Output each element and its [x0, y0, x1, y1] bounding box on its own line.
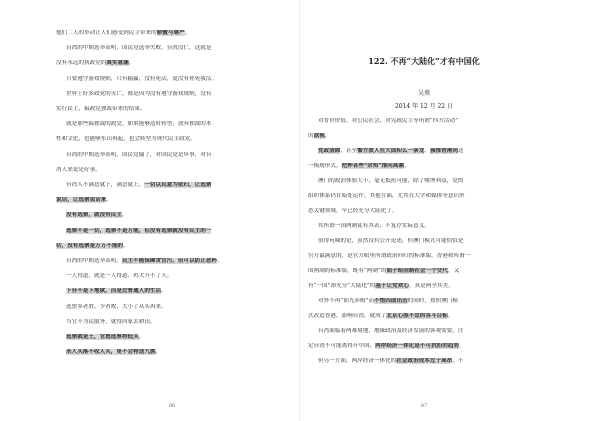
highlighted-text: 切，没有选票是万万不能的 — [56, 242, 124, 249]
line-text: 但另一方面，两岸经济一体化的 — [318, 358, 397, 364]
text-line — [308, 343, 540, 350]
line-text: 。 — [324, 133, 331, 139]
text-line — [56, 45, 288, 52]
text-line — [56, 288, 288, 295]
text-line — [308, 298, 540, 305]
line-text: 他们二人的举动让人们感受到民主带来的 — [56, 30, 157, 36]
line-text: ，甚至 — [340, 148, 358, 154]
line-text: 一模规形式， — [308, 163, 342, 169]
text-line — [56, 258, 288, 265]
text-line — [308, 238, 540, 245]
line-text: 组织体系仍在暗处运作，其他方面，尤其在大学和媒体等意识形 — [308, 193, 465, 199]
line-text: 对外不再“韬光养晦”而 — [318, 298, 375, 304]
highlighted-text: 警方派人在大面积么一条龙 — [357, 148, 425, 154]
highlighted-text: 下台不是下地狱，而是过普通人的生活 — [66, 288, 162, 295]
line-text: 台湾的中期选举表明，国民党选举失败，台湾没仁，这就是 — [66, 45, 212, 52]
text-line — [56, 106, 288, 113]
left-page — [56, 18, 288, 409]
highlighted-text: 骄傲与尊严 — [156, 30, 185, 36]
text-line — [56, 197, 288, 204]
article-title: 122. 不再“大陆化”才有中国化 — [368, 56, 480, 66]
line-text: 没有永远的执政党的 — [56, 60, 107, 67]
page-gutter — [299, 0, 300, 421]
text-line — [308, 133, 540, 140]
highlighted-text: 面子给回制社会一个交代 — [386, 268, 448, 274]
highlighted-text: 说话，让选票说话来 — [56, 197, 107, 204]
text-line — [56, 182, 288, 189]
highlighted-text: 民主不能保障贪官污，但可以防止恶杯 — [121, 258, 218, 264]
text-line — [56, 334, 288, 341]
article-date: 2014 年 12 月 22 日 — [394, 103, 454, 110]
line-text: 态关键领域，早已经充分大陆化了。 — [308, 208, 398, 214]
text-line — [56, 152, 288, 159]
highlighted-text: 基于让党欢心 — [375, 283, 409, 289]
line-text: 就是那些搞独裁的政党，如果能够适时转型，放弃独裁的本 — [66, 121, 212, 128]
line-text: ，又 — [448, 268, 460, 274]
line-text: 。 — [403, 163, 410, 169]
line-text: 当官不为民服务，就得回家去耕田。 — [66, 318, 156, 325]
highlighted-text: 真实意涵 — [106, 60, 129, 67]
text-line — [308, 178, 540, 185]
line-text: 。 — [459, 343, 465, 349]
text-line — [56, 243, 288, 250]
text-line — [308, 328, 540, 335]
line-text: 对普世价值、对公民社会、对宪政民主等所谓“四方活动” — [318, 118, 458, 124]
highlighted-text: 北京心照不宣的各斗目标 — [386, 313, 448, 319]
highlighted-text: 党政清除 — [318, 148, 341, 154]
text-line — [308, 208, 540, 215]
right-page — [308, 18, 540, 409]
text-line — [56, 76, 288, 83]
line-text: 这 — [457, 148, 464, 154]
highlighted-text: 两岸经济一体化是不可抗拒的趋势 — [375, 343, 460, 349]
line-text: 实行民主，搞政党独裁带来的结果。 — [56, 106, 146, 112]
line-text: 澳门的政治体验大小，毫无抵抗可能，除了赌博利益，党的 — [318, 178, 464, 184]
line-text: 定台湾不可能离得开中国， — [308, 343, 376, 349]
line-text: 选票多者胜，少者败，大小了从头再来。 — [66, 303, 167, 310]
line-text: 、 — [424, 148, 430, 154]
line-text: 台湾的中期选举表明， — [66, 258, 122, 264]
highlighted-text: 没有选票，就没有民主 — [66, 212, 122, 219]
line-text: 。 — [447, 313, 454, 319]
line-text: ，不 — [452, 358, 464, 364]
highlighted-text: 敌视 — [313, 133, 325, 139]
text-line — [56, 319, 288, 326]
line-text: 世界上好多政党的灭亡，都是因为没有遵守游戏规则，没有 — [66, 90, 212, 97]
line-text: 值得玩味的是，虽然没有公开论述，但澳门模式可能恰恰是 — [318, 238, 464, 244]
line-text: 。 — [121, 212, 128, 219]
line-text: 。 — [128, 60, 135, 67]
highlighted-text: 选票不是一切，选票不是万能，但没有选票就没有民主的一 — [66, 227, 212, 234]
text-line — [56, 167, 288, 174]
line-text: 湾人来说是好事。 — [56, 166, 101, 173]
line-text: 。 — [155, 349, 162, 356]
line-text: 的同时，按照澳门模 — [407, 298, 459, 304]
line-text: 。 — [184, 30, 191, 36]
highlighted-text: 社会政治成本过于高昂 — [396, 358, 453, 364]
line-text: 国两制的标准版。既有“两制”的 — [308, 268, 387, 274]
text-line — [56, 121, 288, 128]
article-author: 吴葵 — [417, 90, 430, 97]
line-text: 。 — [138, 334, 145, 340]
line-text: 。真是两全其美。 — [408, 283, 454, 289]
line-text: 的 — [308, 133, 314, 139]
text-line — [56, 304, 288, 311]
line-text: 式改造香港，影响台湾，就成了 — [308, 313, 387, 319]
line-text: 。 — [106, 197, 112, 204]
text-line — [56, 349, 288, 356]
line-text: 一人得道，就是一人得道，鸡犬升不了天。 — [66, 273, 173, 280]
text-line — [308, 193, 540, 200]
text-line — [308, 118, 540, 125]
highlighted-text: 一切以民意为依归，让选票 — [144, 182, 212, 188]
text-line — [56, 136, 288, 143]
text-line — [308, 163, 540, 170]
line-text: 官方最满意的，是官方眼里所谓政治回归的标准版，香港和所谓一 — [308, 253, 471, 259]
text-line — [308, 283, 540, 290]
highlighted-text: 强推香港同 — [429, 148, 458, 154]
line-text: 台湾面临着两难境地，地缘政治及经济发展的客观需要，注 — [318, 328, 464, 334]
line-text: 台湾的中期选举表明，国民党输了，对国民党是坏事，对台 — [66, 151, 212, 158]
text-line — [308, 313, 540, 320]
line-text: 。 — [161, 288, 167, 295]
line-text: 只要遵守游戏规则，只有输赢，没有死活，更没有你死我活。 — [66, 75, 218, 82]
text-line — [56, 30, 288, 37]
text-line — [56, 228, 288, 235]
highlighted-text: 杀人头落不收人头，更不会将迭九族 — [66, 349, 156, 356]
page-number: 86 — [168, 403, 176, 409]
text-line — [308, 253, 540, 260]
highlighted-text: 把押各些“余知”推向高潮 — [341, 163, 404, 169]
line-text: 。 — [123, 242, 129, 249]
line-text: 有“一国”却充分“大陆化”的 — [308, 283, 376, 289]
line-text: 其所谓一国两制徒有其表，不复存实际意义。 — [318, 223, 430, 229]
line-text: 台湾人不满意就下，满意就上， — [66, 182, 145, 188]
line-text: 性和文化，也能够东山再起，也会转型为现代民主政党。 — [56, 136, 196, 143]
text-line — [56, 273, 288, 280]
text-line — [56, 212, 288, 219]
page-number: 87 — [420, 403, 428, 409]
highlighted-text: 不惜四面出击 — [374, 298, 408, 304]
text-line — [308, 358, 540, 365]
text-line — [308, 268, 540, 275]
text-line — [56, 91, 288, 98]
highlighted-text: 选票就是王，官逃选票将低头 — [66, 334, 139, 340]
text-line — [308, 223, 540, 230]
text-line — [56, 60, 288, 67]
line-text: 。 — [217, 258, 223, 264]
text-line — [308, 148, 540, 155]
